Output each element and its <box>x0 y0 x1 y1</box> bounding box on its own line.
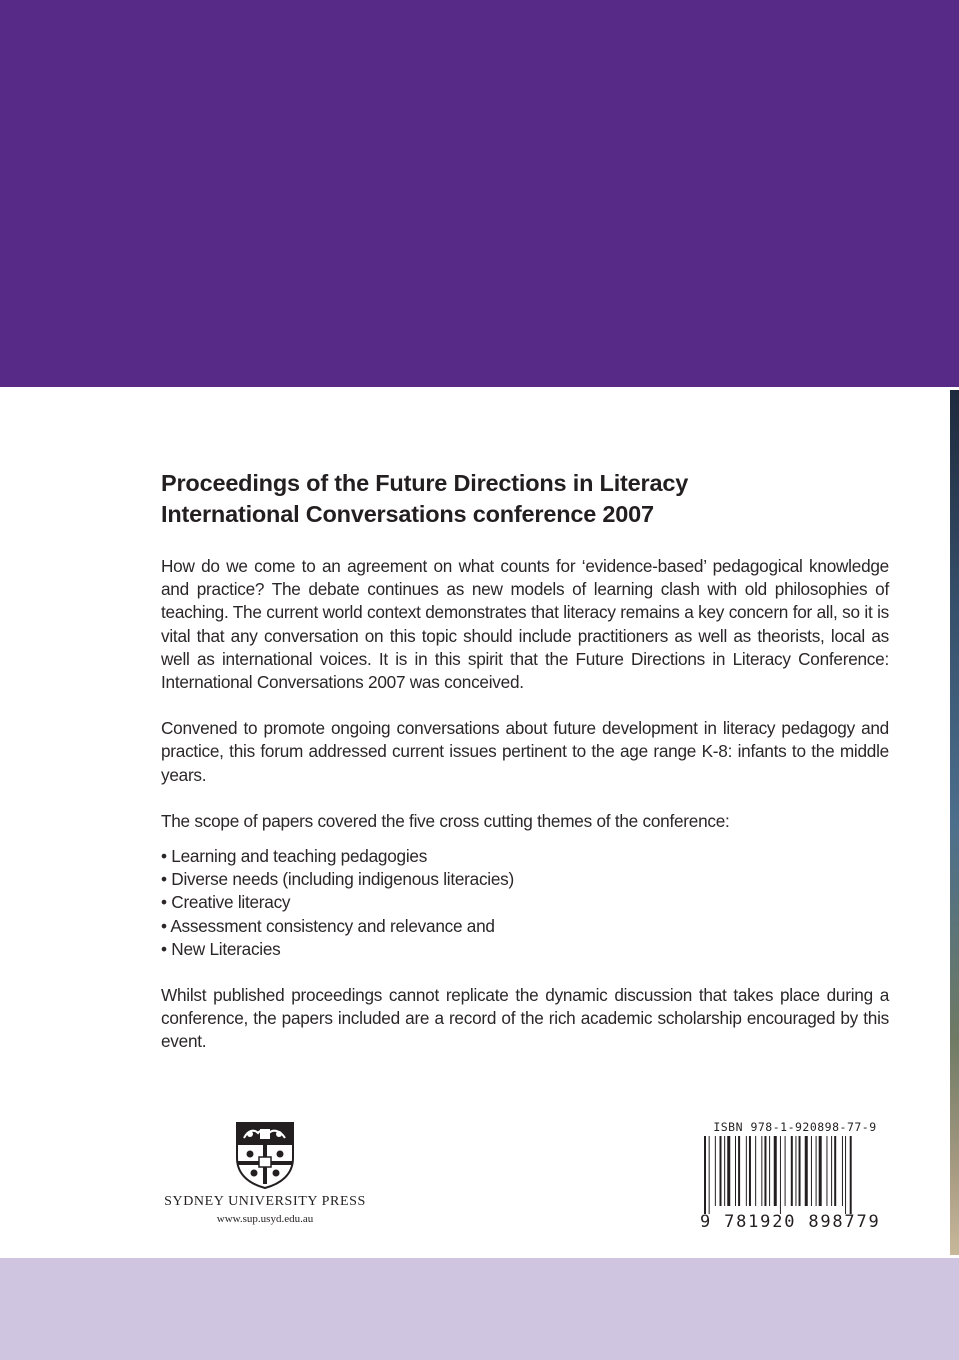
barcode-bar <box>834 1136 836 1206</box>
barcode-bar <box>842 1136 843 1206</box>
barcode-bar <box>749 1136 751 1206</box>
list-item: • Creative literacy <box>161 892 291 913</box>
barcode-bar <box>738 1136 740 1206</box>
isbn-barcode-block <box>700 1120 890 1232</box>
university-crest-icon <box>234 1120 296 1190</box>
title-line-1: Proceedings of the Future Directions in Literacy <box>161 470 689 496</box>
barcode-bar <box>831 1136 832 1206</box>
barcode-bar <box>761 1136 762 1206</box>
description-paragraph-4: Whilst published proceedings cannot replicate the dynamic discussion that takes place during a conference, the papers included are a record of the rich academic scholarship encouraged by this event. <box>161 985 889 1052</box>
barcode-bar <box>755 1136 756 1206</box>
list-item: • New Literacies <box>161 938 281 959</box>
barcode-bar <box>791 1136 793 1206</box>
barcode-bar <box>805 1136 808 1206</box>
cover-image-edge <box>950 390 959 1255</box>
barcode-bar <box>845 1136 846 1214</box>
description-paragraph-3: The scope of papers covered the five cross cutting themes of the conference: <box>161 810 730 831</box>
themes-list <box>161 845 889 961</box>
publisher-block <box>160 1120 370 1225</box>
barcode-icon <box>700 1136 890 1214</box>
isbn-digits: 9 781920 898779 <box>700 1212 881 1232</box>
list-item: • Learning and teaching pedagogies <box>161 846 428 867</box>
barcode-bar <box>769 1136 770 1206</box>
barcode-bar <box>774 1136 777 1206</box>
barcode-bar <box>850 1136 852 1214</box>
barcode-bar <box>724 1136 725 1206</box>
publisher-url: www.sup.usyd.edu.au <box>216 1213 314 1225</box>
barcode-bar <box>746 1136 747 1206</box>
barcode-bar <box>727 1136 730 1206</box>
publisher-name: SYDNEY UNIVERSITY PRESS <box>164 1194 366 1209</box>
barcode-bar <box>819 1136 822 1206</box>
barcode-bar <box>826 1136 827 1206</box>
title-line-2: International Conversations conference 2007 <box>161 501 654 527</box>
description-paragraph-2: Convened to promote ongoing conversations about future development in literacy pedagogy and practice, this forum addressed current issues pertinent to the age range K-8: infants to the middle years. <box>161 718 889 785</box>
barcode-bar <box>709 1136 710 1214</box>
barcode-bar <box>720 1136 722 1206</box>
barcode-bar <box>785 1136 786 1206</box>
list-item: • Diverse needs (including indigenous literacies) <box>161 869 514 890</box>
bottom-color-band <box>0 1258 959 1360</box>
barcode-bar <box>795 1136 796 1206</box>
barcode-bar <box>715 1136 716 1206</box>
isbn-label: ISBN 978-1-920898-77-9 <box>713 1120 877 1134</box>
book-title <box>161 468 889 530</box>
barcode-bar <box>704 1136 706 1214</box>
barcode-bar <box>811 1136 812 1206</box>
list-item: • Assessment consistency and relevance and <box>161 915 495 936</box>
barcode-bar <box>764 1136 766 1206</box>
description-paragraph-1: How do we come to an agreement on what counts for ‘evidence-based’ pedagogical knowledge and practice? The debate continues as new models of learning clash with old philosophies of teaching. The current world context demonstrates that literacy remains a key concern for all, so it is vital that any conversation on this topic should include practitioners as well as theorists, local as well as international voices. It is in this spirit that the Future Directions in Literacy Conference: International Conversations 2007 was conceived. <box>161 556 889 693</box>
barcode-bar <box>816 1136 817 1206</box>
top-color-band <box>0 0 959 387</box>
barcode-bar <box>799 1136 801 1206</box>
back-cover-text <box>161 468 889 1054</box>
barcode-bar <box>735 1136 736 1206</box>
barcode-bar <box>780 1136 781 1214</box>
